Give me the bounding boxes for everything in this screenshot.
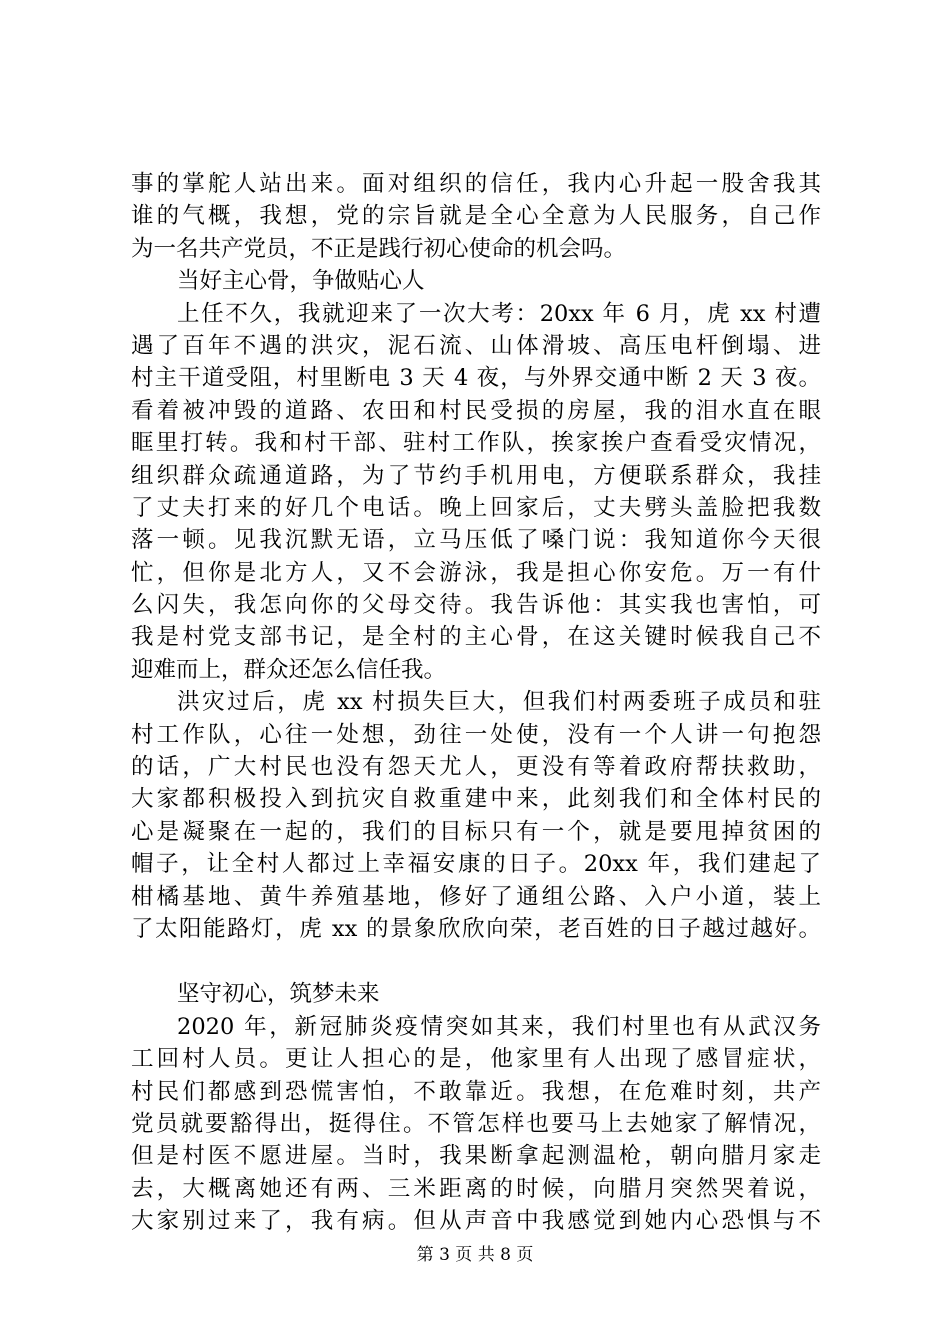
text-line: 的话，广大村民也没有怨天尤人，更没有等着政府帮扶救助， [131,754,821,781]
text-line: 工回村人员。更让人担心的是，他家里有人出现了感冒症状， [131,1046,821,1073]
text-line: 组织群众疏通道路，为了节约手机用电，方便联系群众，我挂 [131,462,821,489]
blank-line [131,945,821,978]
text-line: 了丈夫打来的好几个电话。晚上回家后，丈夫劈头盖脸把我数 [131,494,821,521]
text-line: 遇了百年不遇的洪灾，泥石流、山体滑坡、高压电杆倒塌、进 [131,332,821,359]
section-heading [131,265,821,297]
text-line: 大家别过来了，我有病。但从声音中我感觉到她内心恐惧与不 [131,1208,821,1235]
text-line: 落一顿。见我沉默无语，立马压低了嗓门说：我知道你今天很 [131,527,821,554]
paragraph [131,298,821,687]
text-line: 我是村党支部书记，是全村的主心骨，在这关键时候我自己不 [131,624,821,651]
text-line: 村主干道受阻，村里断电 3 天 4 夜，与外界交通中断 2 天 3 夜。 [131,365,821,392]
text-line: 么闪失，我怎向你的父母交待。我告诉他：其实我也害怕，可 [131,592,821,619]
paragraph [131,1011,821,1238]
document-body [131,168,821,1238]
text-line: 眶里打转。我和村干部、驻村工作队，挨家挨户查看受灾情况， [131,430,821,457]
text-line: 但是村医不愿进屋。当时，我果断拿起测温枪，朝向腊月家走 [131,1143,821,1170]
text-line: 忙，但你是北方人，又不会游泳，我是担心你安危。万一有什 [131,559,821,586]
text-line: 事的掌舵人站出来。面对组织的信任，我内心升起一股舍我其 [131,171,821,197]
heading-text: 当好主心骨，争做贴心人 [177,268,425,295]
text-line: 村民们都感到恐慌害怕，不敢靠近。我想，在危难时刻，共产 [131,1078,821,1105]
text-line: 为一名共产党员，不正是践行初心使命的机会吗。 [131,235,627,262]
paragraph [131,686,821,945]
text-line: 洪灾过后，虎 xx 村损失巨大，但我们村两委班子成员和驻 [177,689,821,716]
text-line: 心是凝聚在一起的，我们的目标只有一个，就是要甩掉贫困的 [131,818,821,845]
section-heading [131,978,821,1010]
paragraph [131,168,821,265]
text-line: 谁的气概，我想，党的宗旨就是全心全意为人民服务，自己作 [131,203,821,230]
page-footer: 第 3 页 共 8 页 [416,1245,534,1265]
text-line: 党员就要豁得出，挺得住。不管怎样也要马上去她家了解情况， [131,1110,821,1137]
text-line: 村工作队，心往一处想，劲往一处使，没有一个人讲一句抱怨 [131,721,821,748]
text-line: 大家都积极投入到抗灾自救重建中来，此刻我们和全体村民的 [131,786,821,813]
text-line: 2020 年，新冠肺炎疫情突如其来，我们村里也有从武汉务 [177,1013,821,1040]
text-line: 迎难而上，群众还怎么信任我。 [131,656,447,683]
text-line: 了太阳能路灯，虎 xx 的景象欣欣向荣，老百姓的日子越过越好。 [131,915,821,942]
text-line: 帽子，让全村人都过上幸福安康的日子。20xx 年，我们建起了 [131,851,821,878]
text-line: 看着被冲毁的道路、农田和村民受损的房屋，我的泪水直在眼 [131,397,821,424]
text-line: 上任不久，我就迎来了一次大考：20xx 年 6 月，虎 xx 村遭 [177,300,821,327]
text-line: 柑橘基地、黄牛养殖基地，修好了通组公路、入户小道，装上 [131,883,821,910]
text-line: 去，大概离她还有两、三米距离的时候，向腊月突然哭着说， [131,1175,821,1202]
heading-text: 坚守初心，筑梦未来 [177,981,380,1008]
